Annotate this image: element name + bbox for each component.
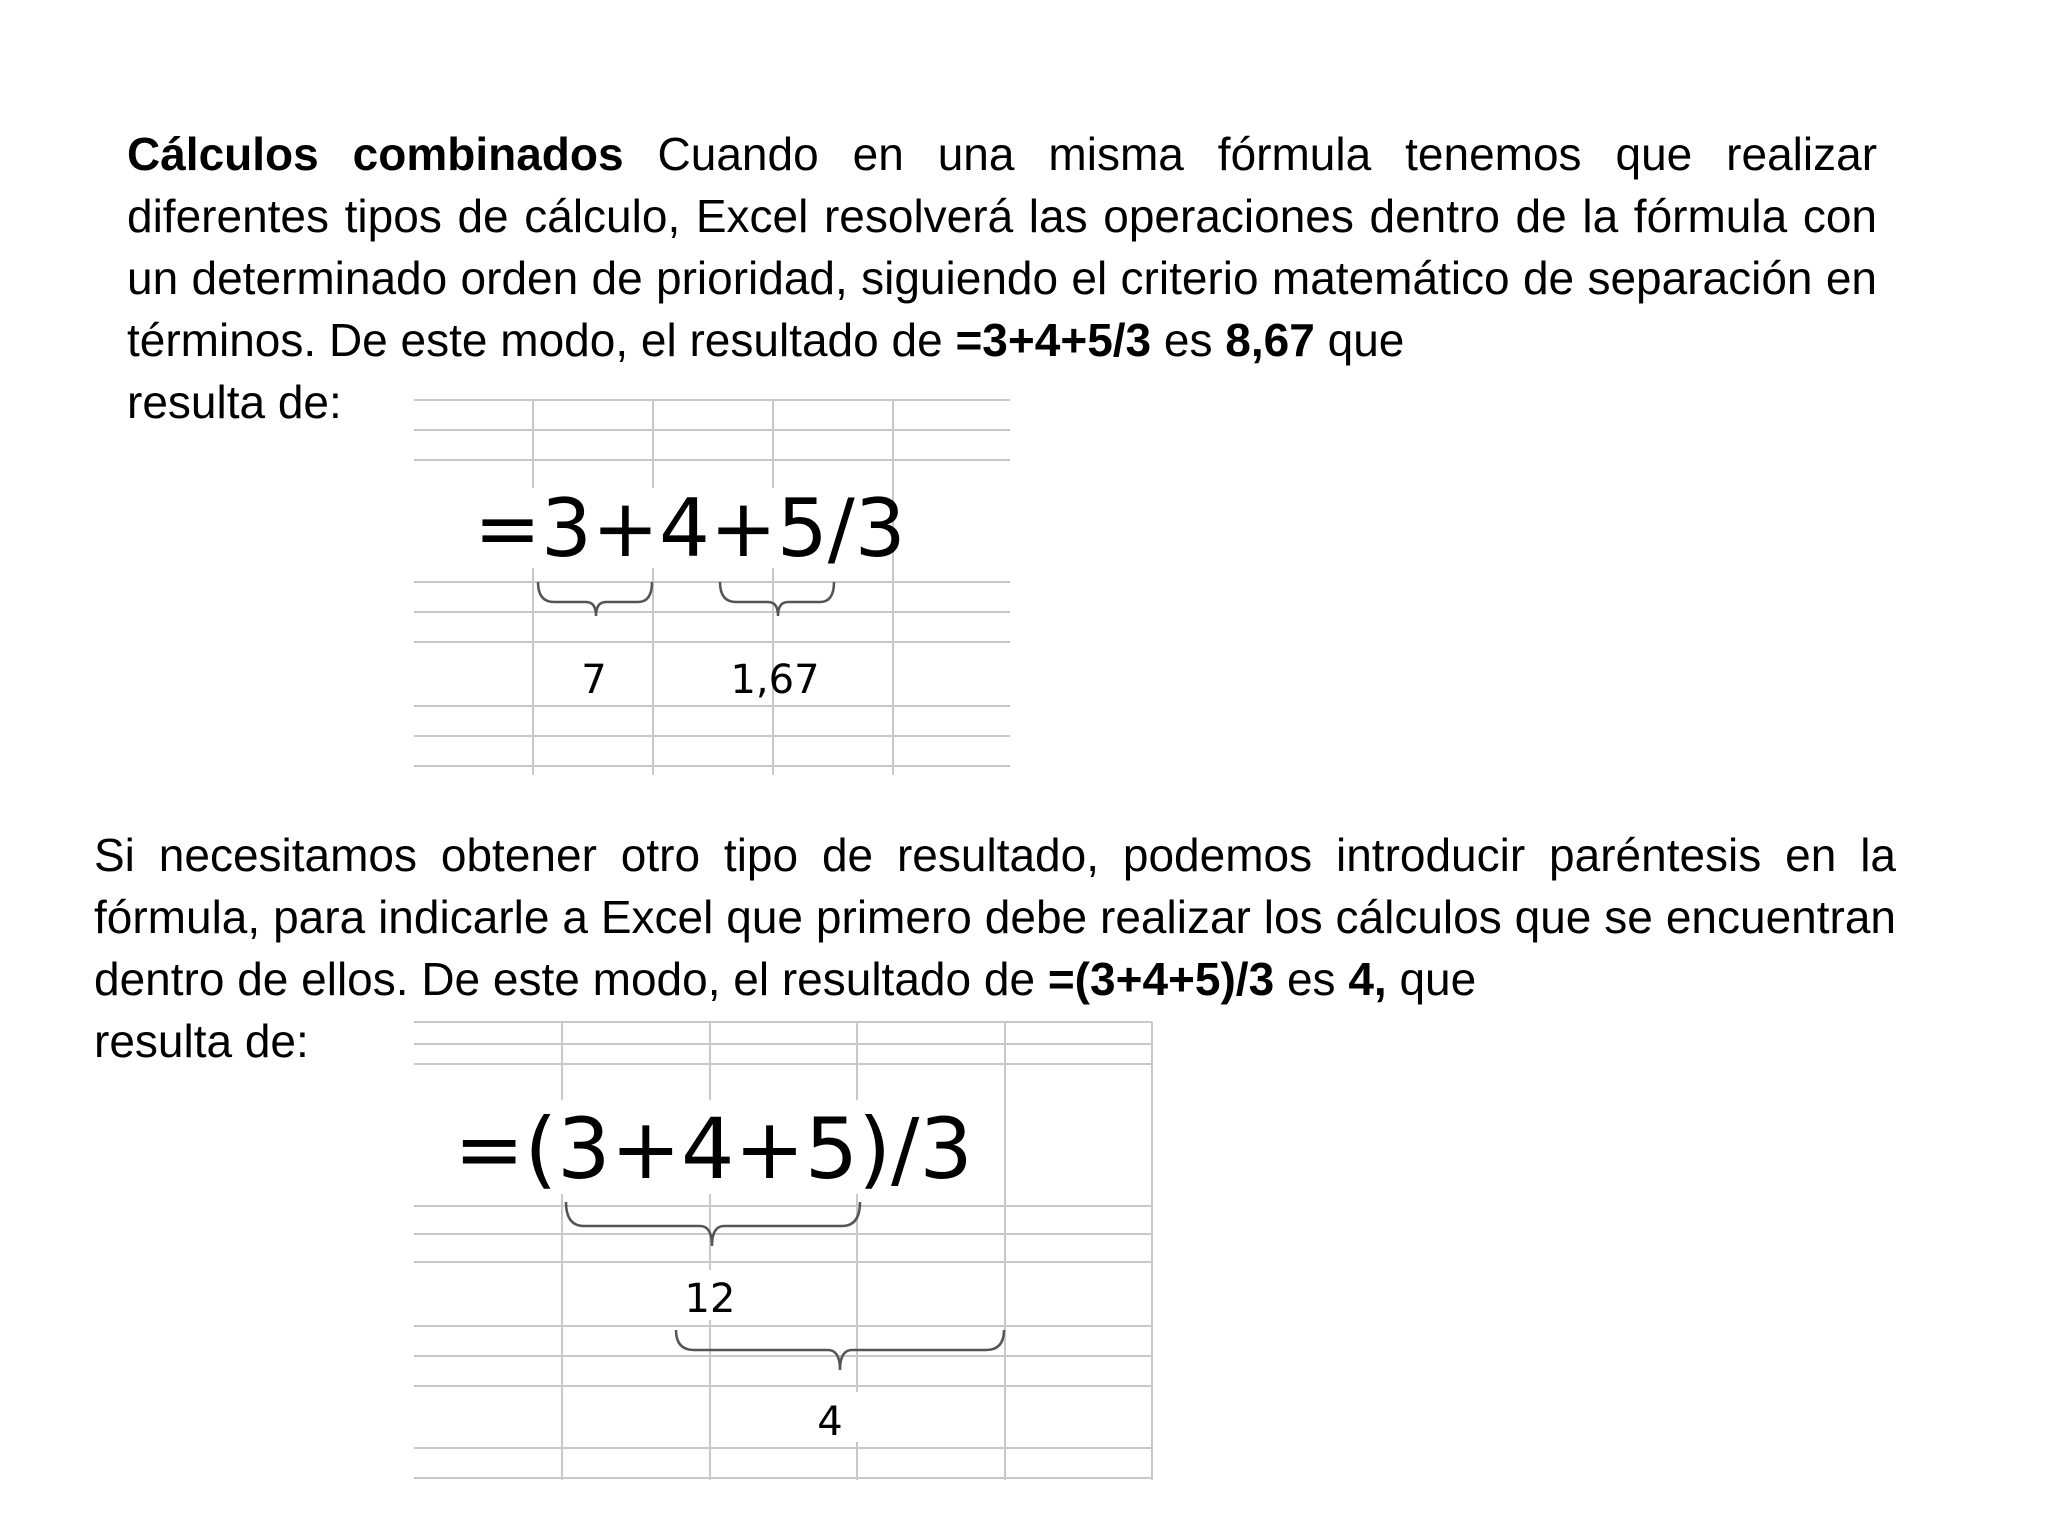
result-2-inline: 4, — [1348, 953, 1387, 1005]
figure-1-label-1-67: 1,67 — [730, 657, 820, 703]
paragraph-1-text: Cuando en una misma fórmula tenemos que realizar diferentes tipos de cálculo, Excel resolverá las operaciones dentro de la fórmula con un determinado orden de prioridad, siguiendo el criterio matemático de separación en términos. De este modo, el resultado de — [127, 128, 1878, 366]
paragraph-2-text: Si necesitamos obtener otro tipo de resultado, podemos introducir paréntesis en la fórmula, para indicarle a Excel que primero debe realizar los cálculos que se encuentran dentro de ellos. De este modo, el resultado de — [94, 829, 1896, 1005]
paragraph-2-resulta: resulta de: — [94, 1015, 309, 1067]
paragraph-2-que: que — [1399, 953, 1477, 1005]
figure-2-grid — [414, 1022, 1152, 1480]
figure-2-brace-sum — [566, 1202, 860, 1246]
paragraph-2-es: es — [1286, 953, 1336, 1005]
figure-2-label-4: 4 — [817, 1399, 843, 1445]
paragraph-1-que: que — [1327, 314, 1405, 366]
section-title: Cálculos combinados — [127, 128, 624, 180]
formula-1-inline: =3+4+5/3 — [955, 314, 1152, 366]
figure-2-label-12: 12 — [684, 1276, 736, 1322]
formula-2-inline: =(3+4+5)/3 — [1047, 953, 1275, 1005]
figure-2-formula: =(3+4+5)/3 — [454, 1100, 973, 1198]
figure-1-formula: =3+4+5/3 — [474, 482, 906, 575]
figure-2-brace-result — [676, 1330, 1004, 1370]
figure-1-label-7: 7 — [581, 657, 607, 703]
paragraph-1-resulta: resulta de: — [127, 376, 342, 428]
result-1-inline: 8,67 — [1225, 314, 1315, 366]
paragraph-1-es: es — [1163, 314, 1213, 366]
